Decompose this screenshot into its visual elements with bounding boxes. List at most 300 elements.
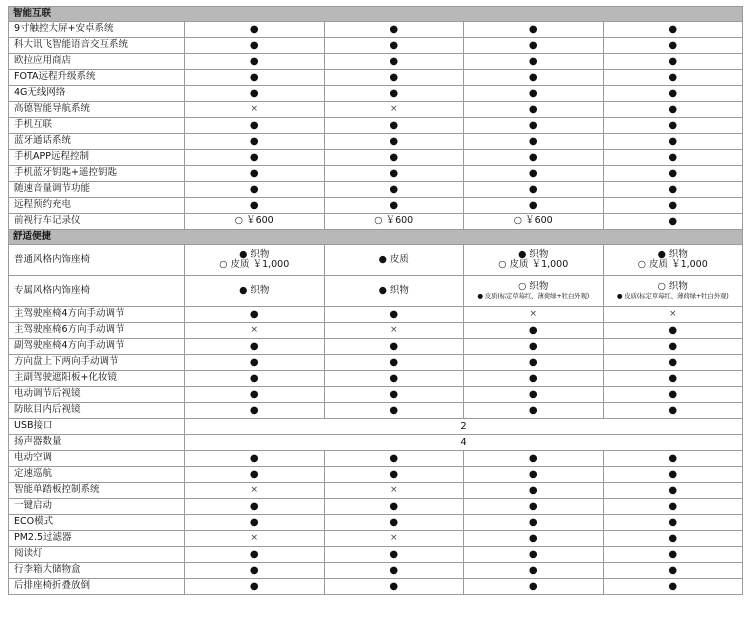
config-table-body [9, 7, 743, 595]
spec-label: 防眩目内后视镜 [9, 403, 185, 419]
spec-value: ● [249, 517, 259, 528]
spec-value: ● [249, 120, 259, 131]
spec-value: ● [249, 581, 259, 592]
spec-label: 扬声器数量 [9, 435, 185, 451]
spec-cell-trim-4 [603, 339, 743, 355]
spec-cell-trim-1 [185, 134, 325, 150]
spec-value: ● [528, 120, 538, 131]
spec-value: ● [249, 88, 259, 99]
spec-cell-trim-4 [603, 245, 743, 276]
spec-cell-trim-4 [603, 499, 743, 515]
spec-cell-trim-4 [603, 371, 743, 387]
section-header-row [9, 230, 743, 245]
spec-cell-trim-4 [603, 54, 743, 70]
spec-value: ● [389, 168, 399, 179]
spec-cell-trim-1 [185, 22, 325, 38]
spec-cell-trim-4 [603, 387, 743, 403]
spec-cell-trim-3 [464, 70, 604, 86]
spec-cell-trim-3 [464, 182, 604, 198]
config-table [8, 6, 743, 595]
spec-value: ● [249, 341, 259, 352]
spec-cell-trim-2 [324, 499, 464, 515]
spec-value: ● [528, 200, 538, 211]
spec-cell-trim-1 [185, 483, 325, 499]
spec-cell-trim-3 [464, 355, 604, 371]
spec-cell-trim-3 [464, 102, 604, 118]
spec-value: ● [668, 200, 678, 211]
spec-row [9, 134, 743, 150]
spec-value: ● [389, 549, 399, 560]
spec-value: ● [389, 200, 399, 211]
spec-cell-trim-1 [185, 579, 325, 595]
spec-row [9, 387, 743, 403]
spec-cell-trim-1 [185, 214, 325, 230]
spec-cell-trim-3 [464, 134, 604, 150]
spec-value: ● [668, 469, 678, 480]
spec-row [9, 323, 743, 339]
spec-cell-trim-4 [603, 182, 743, 198]
spec-cell-trim-1 [185, 451, 325, 467]
spec-cell-trim-2 [324, 467, 464, 483]
spec-value: ● [668, 24, 678, 35]
spec-cell-trim-2 [324, 54, 464, 70]
spec-row [9, 150, 743, 166]
spec-label: 前视行车记录仪 [9, 214, 185, 230]
spec-value: ● 织物 [518, 248, 549, 260]
spec-cell-trim-2 [324, 563, 464, 579]
section-header-row [9, 7, 743, 22]
spec-value: ● 皮质(标定草莓红、薄荷绿+牡白外观) [477, 291, 590, 300]
spec-value: ● [668, 136, 678, 147]
spec-cell-trim-4 [603, 70, 743, 86]
spec-value: ● [249, 200, 259, 211]
spec-value: ○ 皮质 ￥1,000 [637, 259, 708, 270]
spec-cell-trim-3 [464, 38, 604, 54]
spec-value: ○ 皮质 ￥1,000 [498, 259, 569, 270]
spec-value: ● [668, 405, 678, 416]
spec-value: ● [249, 168, 259, 179]
spec-cell-trim-1 [185, 166, 325, 182]
spec-value: ● [389, 373, 399, 384]
spec-value: ● [389, 152, 399, 163]
spec-value: × [389, 532, 398, 543]
spec-value: ● [528, 325, 538, 336]
spec-value: ● [668, 549, 678, 560]
spec-value: ● [528, 373, 538, 384]
spec-cell-trim-3 [464, 451, 604, 467]
spec-label: 蓝牙通话系统 [9, 134, 185, 150]
spec-value: ● [389, 309, 399, 320]
spec-value: ● [528, 24, 538, 35]
spec-value: ● [668, 517, 678, 528]
spec-cell-trim-4 [603, 515, 743, 531]
spec-cell-trim-4 [603, 150, 743, 166]
spec-cell-trim-1 [185, 102, 325, 118]
spec-shared-value: 4 [185, 435, 743, 451]
spec-value: ● [389, 72, 399, 83]
spec-label: 主驾驶座椅6方向手动调节 [9, 323, 185, 339]
spec-value: ● [668, 453, 678, 464]
spec-label: 普通风格内饰座椅 [9, 245, 185, 276]
spec-value: ● [528, 549, 538, 560]
spec-row [9, 86, 743, 102]
spec-value: ○ 织物 [518, 281, 549, 293]
spec-cell-trim-1 [185, 515, 325, 531]
spec-value: ● [249, 152, 259, 163]
spec-value: ● [528, 357, 538, 368]
spec-cell-trim-2 [324, 371, 464, 387]
spec-value: ● [528, 469, 538, 480]
spec-value: ● [389, 136, 399, 147]
spec-cell-trim-2 [324, 483, 464, 499]
spec-value: ● [528, 168, 538, 179]
spec-value: ● [389, 453, 399, 464]
spec-cell-trim-2 [324, 102, 464, 118]
spec-cell-trim-2 [324, 515, 464, 531]
spec-cell-trim-2 [324, 307, 464, 323]
spec-value: ● [389, 88, 399, 99]
spec-row [9, 371, 743, 387]
spec-value: ● [528, 56, 538, 67]
spec-cell-trim-2 [324, 38, 464, 54]
spec-value: ● [668, 533, 678, 544]
spec-cell-trim-2 [324, 70, 464, 86]
spec-cell-trim-4 [603, 166, 743, 182]
spec-cell-trim-4 [603, 22, 743, 38]
spec-value: ● [528, 88, 538, 99]
spec-value: ● [528, 136, 538, 147]
spec-cell-trim-3 [464, 86, 604, 102]
spec-row [9, 499, 743, 515]
spec-row [9, 515, 743, 531]
spec-value: ● [528, 40, 538, 51]
spec-cell-trim-2 [324, 579, 464, 595]
spec-value: ● [528, 485, 538, 496]
spec-cell-trim-4 [603, 118, 743, 134]
spec-row [9, 118, 743, 134]
spec-row [9, 339, 743, 355]
spec-row [9, 435, 743, 451]
spec-cell-trim-3 [464, 403, 604, 419]
spec-value: ● [668, 373, 678, 384]
spec-cell-trim-1 [185, 70, 325, 86]
spec-cell-trim-2 [324, 339, 464, 355]
spec-cell-trim-3 [464, 371, 604, 387]
spec-value: ● [668, 88, 678, 99]
spec-value: ● [668, 40, 678, 51]
spec-cell-trim-3 [464, 198, 604, 214]
spec-cell-trim-4 [603, 483, 743, 499]
spec-value: ● [389, 184, 399, 195]
spec-cell-trim-1 [185, 563, 325, 579]
spec-value: ● [249, 405, 259, 416]
spec-cell-trim-1 [185, 355, 325, 371]
spec-cell-trim-1 [185, 467, 325, 483]
spec-value: ● [528, 389, 538, 400]
spec-value: ● [389, 341, 399, 352]
spec-shared-value: 2 [185, 419, 743, 435]
section-title: 智能互联 [9, 7, 743, 22]
spec-label: 电动空调 [9, 451, 185, 467]
spec-cell-trim-4 [603, 403, 743, 419]
spec-value: × [250, 324, 259, 335]
spec-cell-trim-3 [464, 118, 604, 134]
spec-cell-trim-1 [185, 245, 325, 276]
spec-label: 随速音量调节功能 [9, 182, 185, 198]
spec-value: ● [668, 152, 678, 163]
spec-value: ● [668, 485, 678, 496]
spec-value: ● [668, 389, 678, 400]
spec-value: × [389, 324, 398, 335]
spec-cell-trim-1 [185, 86, 325, 102]
spec-row [9, 276, 743, 307]
spec-row [9, 419, 743, 435]
spec-value: ● [668, 56, 678, 67]
spec-row [9, 531, 743, 547]
spec-cell-trim-4 [603, 38, 743, 54]
spec-value: ● [528, 581, 538, 592]
spec-row [9, 483, 743, 499]
spec-cell-trim-1 [185, 182, 325, 198]
spec-row [9, 245, 743, 276]
spec-cell-trim-3 [464, 150, 604, 166]
spec-cell-trim-4 [603, 531, 743, 547]
spec-value: ● [668, 168, 678, 179]
spec-cell-trim-1 [185, 38, 325, 54]
spec-cell-trim-1 [185, 499, 325, 515]
spec-value: ● [528, 501, 538, 512]
spec-value: × [529, 308, 538, 319]
spec-label: 手机APP远程控制 [9, 150, 185, 166]
spec-value: ● [389, 389, 399, 400]
spec-cell-trim-3 [464, 323, 604, 339]
spec-value: ● [249, 373, 259, 384]
spec-row [9, 563, 743, 579]
spec-row [9, 102, 743, 118]
spec-cell-trim-3 [464, 54, 604, 70]
spec-row [9, 403, 743, 419]
spec-cell-trim-4 [603, 86, 743, 102]
spec-value: ● [668, 341, 678, 352]
spec-cell-trim-1 [185, 198, 325, 214]
spec-label: 行李箱大储物盒 [9, 563, 185, 579]
spec-value: ● [249, 501, 259, 512]
spec-cell-trim-3 [464, 515, 604, 531]
spec-row [9, 182, 743, 198]
spec-value: × [669, 308, 677, 319]
spec-label: 4G无线网络 [9, 86, 185, 102]
spec-value: × [250, 103, 259, 114]
spec-cell-trim-2 [324, 22, 464, 38]
spec-cell-trim-4 [603, 467, 743, 483]
spec-value: ● [528, 405, 538, 416]
spec-cell-trim-2 [324, 134, 464, 150]
spec-row [9, 198, 743, 214]
spec-cell-trim-3 [464, 467, 604, 483]
spec-cell-trim-2 [324, 214, 464, 230]
spec-cell-trim-4 [603, 355, 743, 371]
spec-value: ● [668, 501, 678, 512]
spec-value: ○ ￥600 [234, 215, 274, 227]
spec-row [9, 70, 743, 86]
spec-value: ● [528, 565, 538, 576]
spec-value: ● [249, 453, 259, 464]
spec-cell-trim-2 [324, 387, 464, 403]
spec-label: 手机蓝牙钥匙+遥控钥匙 [9, 166, 185, 182]
spec-cell-trim-2 [324, 403, 464, 419]
spec-cell-trim-1 [185, 54, 325, 70]
spec-cell-trim-4 [603, 547, 743, 563]
spec-value: ● [249, 549, 259, 560]
spec-value: ● [668, 581, 678, 592]
spec-cell-trim-2 [324, 355, 464, 371]
spec-value: ● [668, 325, 678, 336]
spec-cell-trim-2 [324, 323, 464, 339]
spec-value: × [389, 103, 398, 114]
spec-value: ● [528, 184, 538, 195]
spec-row [9, 451, 743, 467]
spec-value: ● 织物 [657, 248, 688, 260]
spec-cell-trim-4 [603, 579, 743, 595]
spec-value: ● [668, 72, 678, 83]
spec-cell-trim-3 [464, 531, 604, 547]
spec-cell-trim-4 [603, 276, 743, 307]
spec-value: ● [668, 565, 678, 576]
spec-value: ● [668, 184, 678, 195]
spec-cell-trim-2 [324, 198, 464, 214]
spec-label: 专属风格内饰座椅 [9, 276, 185, 307]
spec-cell-trim-2 [324, 547, 464, 563]
spec-cell-trim-3 [464, 387, 604, 403]
spec-value: ● [528, 341, 538, 352]
spec-value: ● [249, 72, 259, 83]
spec-label: 主驾驶座椅4方向手动调节 [9, 307, 185, 323]
spec-cell-trim-2 [324, 276, 464, 307]
spec-cell-trim-4 [603, 134, 743, 150]
spec-cell-trim-4 [603, 102, 743, 118]
spec-cell-trim-3 [464, 166, 604, 182]
spec-label: 9寸触控大屏+安卓系统 [9, 22, 185, 38]
spec-value: ● [249, 565, 259, 576]
spec-label: 远程预约充电 [9, 198, 185, 214]
spec-value: ● [668, 357, 678, 368]
spec-cell-trim-2 [324, 451, 464, 467]
spec-value: × [250, 532, 259, 543]
spec-cell-trim-3 [464, 547, 604, 563]
spec-cell-trim-3 [464, 579, 604, 595]
spec-value: ● [249, 184, 259, 195]
spec-label: 定速巡航 [9, 467, 185, 483]
spec-row [9, 467, 743, 483]
spec-value: ● [389, 120, 399, 131]
spec-cell-trim-4 [603, 198, 743, 214]
spec-cell-trim-1 [185, 531, 325, 547]
spec-label: FOTA远程升级系统 [9, 70, 185, 86]
spec-value: ● [249, 40, 259, 51]
spec-label: 智能单踏板控制系统 [9, 483, 185, 499]
spec-value: ● [249, 389, 259, 400]
spec-sheet [8, 6, 742, 595]
spec-cell-trim-1 [185, 339, 325, 355]
spec-cell-trim-4 [603, 307, 743, 323]
spec-cell-trim-1 [185, 323, 325, 339]
spec-value: ● [389, 357, 399, 368]
spec-label: 欧拉应用商店 [9, 54, 185, 70]
spec-cell-trim-2 [324, 86, 464, 102]
spec-cell-trim-2 [324, 245, 464, 276]
spec-row [9, 166, 743, 182]
spec-label: 方向盘上下两向手动调节 [9, 355, 185, 371]
spec-row [9, 579, 743, 595]
spec-value: ○ ￥600 [513, 215, 553, 227]
spec-value: ● [528, 453, 538, 464]
spec-value: ● [668, 216, 678, 227]
spec-label: 科大讯飞智能语音交互系统 [9, 38, 185, 54]
spec-cell-trim-3 [464, 214, 604, 230]
spec-cell-trim-3 [464, 276, 604, 307]
spec-row [9, 38, 743, 54]
spec-cell-trim-2 [324, 150, 464, 166]
spec-value: ● [389, 24, 399, 35]
spec-value: ○ ￥600 [374, 215, 414, 227]
spec-value: ● [528, 72, 538, 83]
spec-value: × [250, 484, 259, 495]
spec-value: ● 皮质 [378, 253, 409, 265]
spec-cell-trim-3 [464, 22, 604, 38]
spec-cell-trim-2 [324, 182, 464, 198]
spec-value: ● [249, 24, 259, 35]
spec-cell-trim-2 [324, 166, 464, 182]
spec-cell-trim-3 [464, 245, 604, 276]
spec-value: ● [389, 56, 399, 67]
spec-value: ● [389, 581, 399, 592]
spec-cell-trim-1 [185, 276, 325, 307]
spec-row [9, 214, 743, 230]
spec-cell-trim-3 [464, 307, 604, 323]
spec-value: ● 织物 [239, 248, 270, 260]
spec-cell-trim-1 [185, 150, 325, 166]
spec-cell-trim-4 [603, 323, 743, 339]
spec-cell-trim-4 [603, 451, 743, 467]
spec-value: ● 织物 [239, 284, 270, 296]
spec-label: 主副驾驶遮阳板+化妆镜 [9, 371, 185, 387]
spec-label: ECO模式 [9, 515, 185, 531]
spec-value: ● [528, 152, 538, 163]
spec-cell-trim-1 [185, 371, 325, 387]
spec-value: ● [528, 517, 538, 528]
spec-value: ● [249, 469, 259, 480]
spec-cell-trim-2 [324, 118, 464, 134]
spec-value: ● 织物 [378, 284, 409, 296]
spec-value: ● [668, 104, 678, 115]
spec-cell-trim-2 [324, 531, 464, 547]
spec-value: ● [389, 405, 399, 416]
spec-cell-trim-1 [185, 547, 325, 563]
spec-value: ● [668, 120, 678, 131]
spec-label: 阅读灯 [9, 547, 185, 563]
spec-value: ● [528, 533, 538, 544]
spec-value: ● [389, 40, 399, 51]
spec-value: ● [389, 469, 399, 480]
spec-label: USB接口 [9, 419, 185, 435]
spec-cell-trim-4 [603, 214, 743, 230]
spec-value: ○ 织物 [657, 281, 688, 293]
spec-value: ● 皮质(标定草莓红、薄荷绿+牡白外观) [616, 291, 729, 300]
spec-value: ● [249, 309, 259, 320]
spec-cell-trim-3 [464, 483, 604, 499]
spec-label: 手机互联 [9, 118, 185, 134]
spec-row [9, 307, 743, 323]
